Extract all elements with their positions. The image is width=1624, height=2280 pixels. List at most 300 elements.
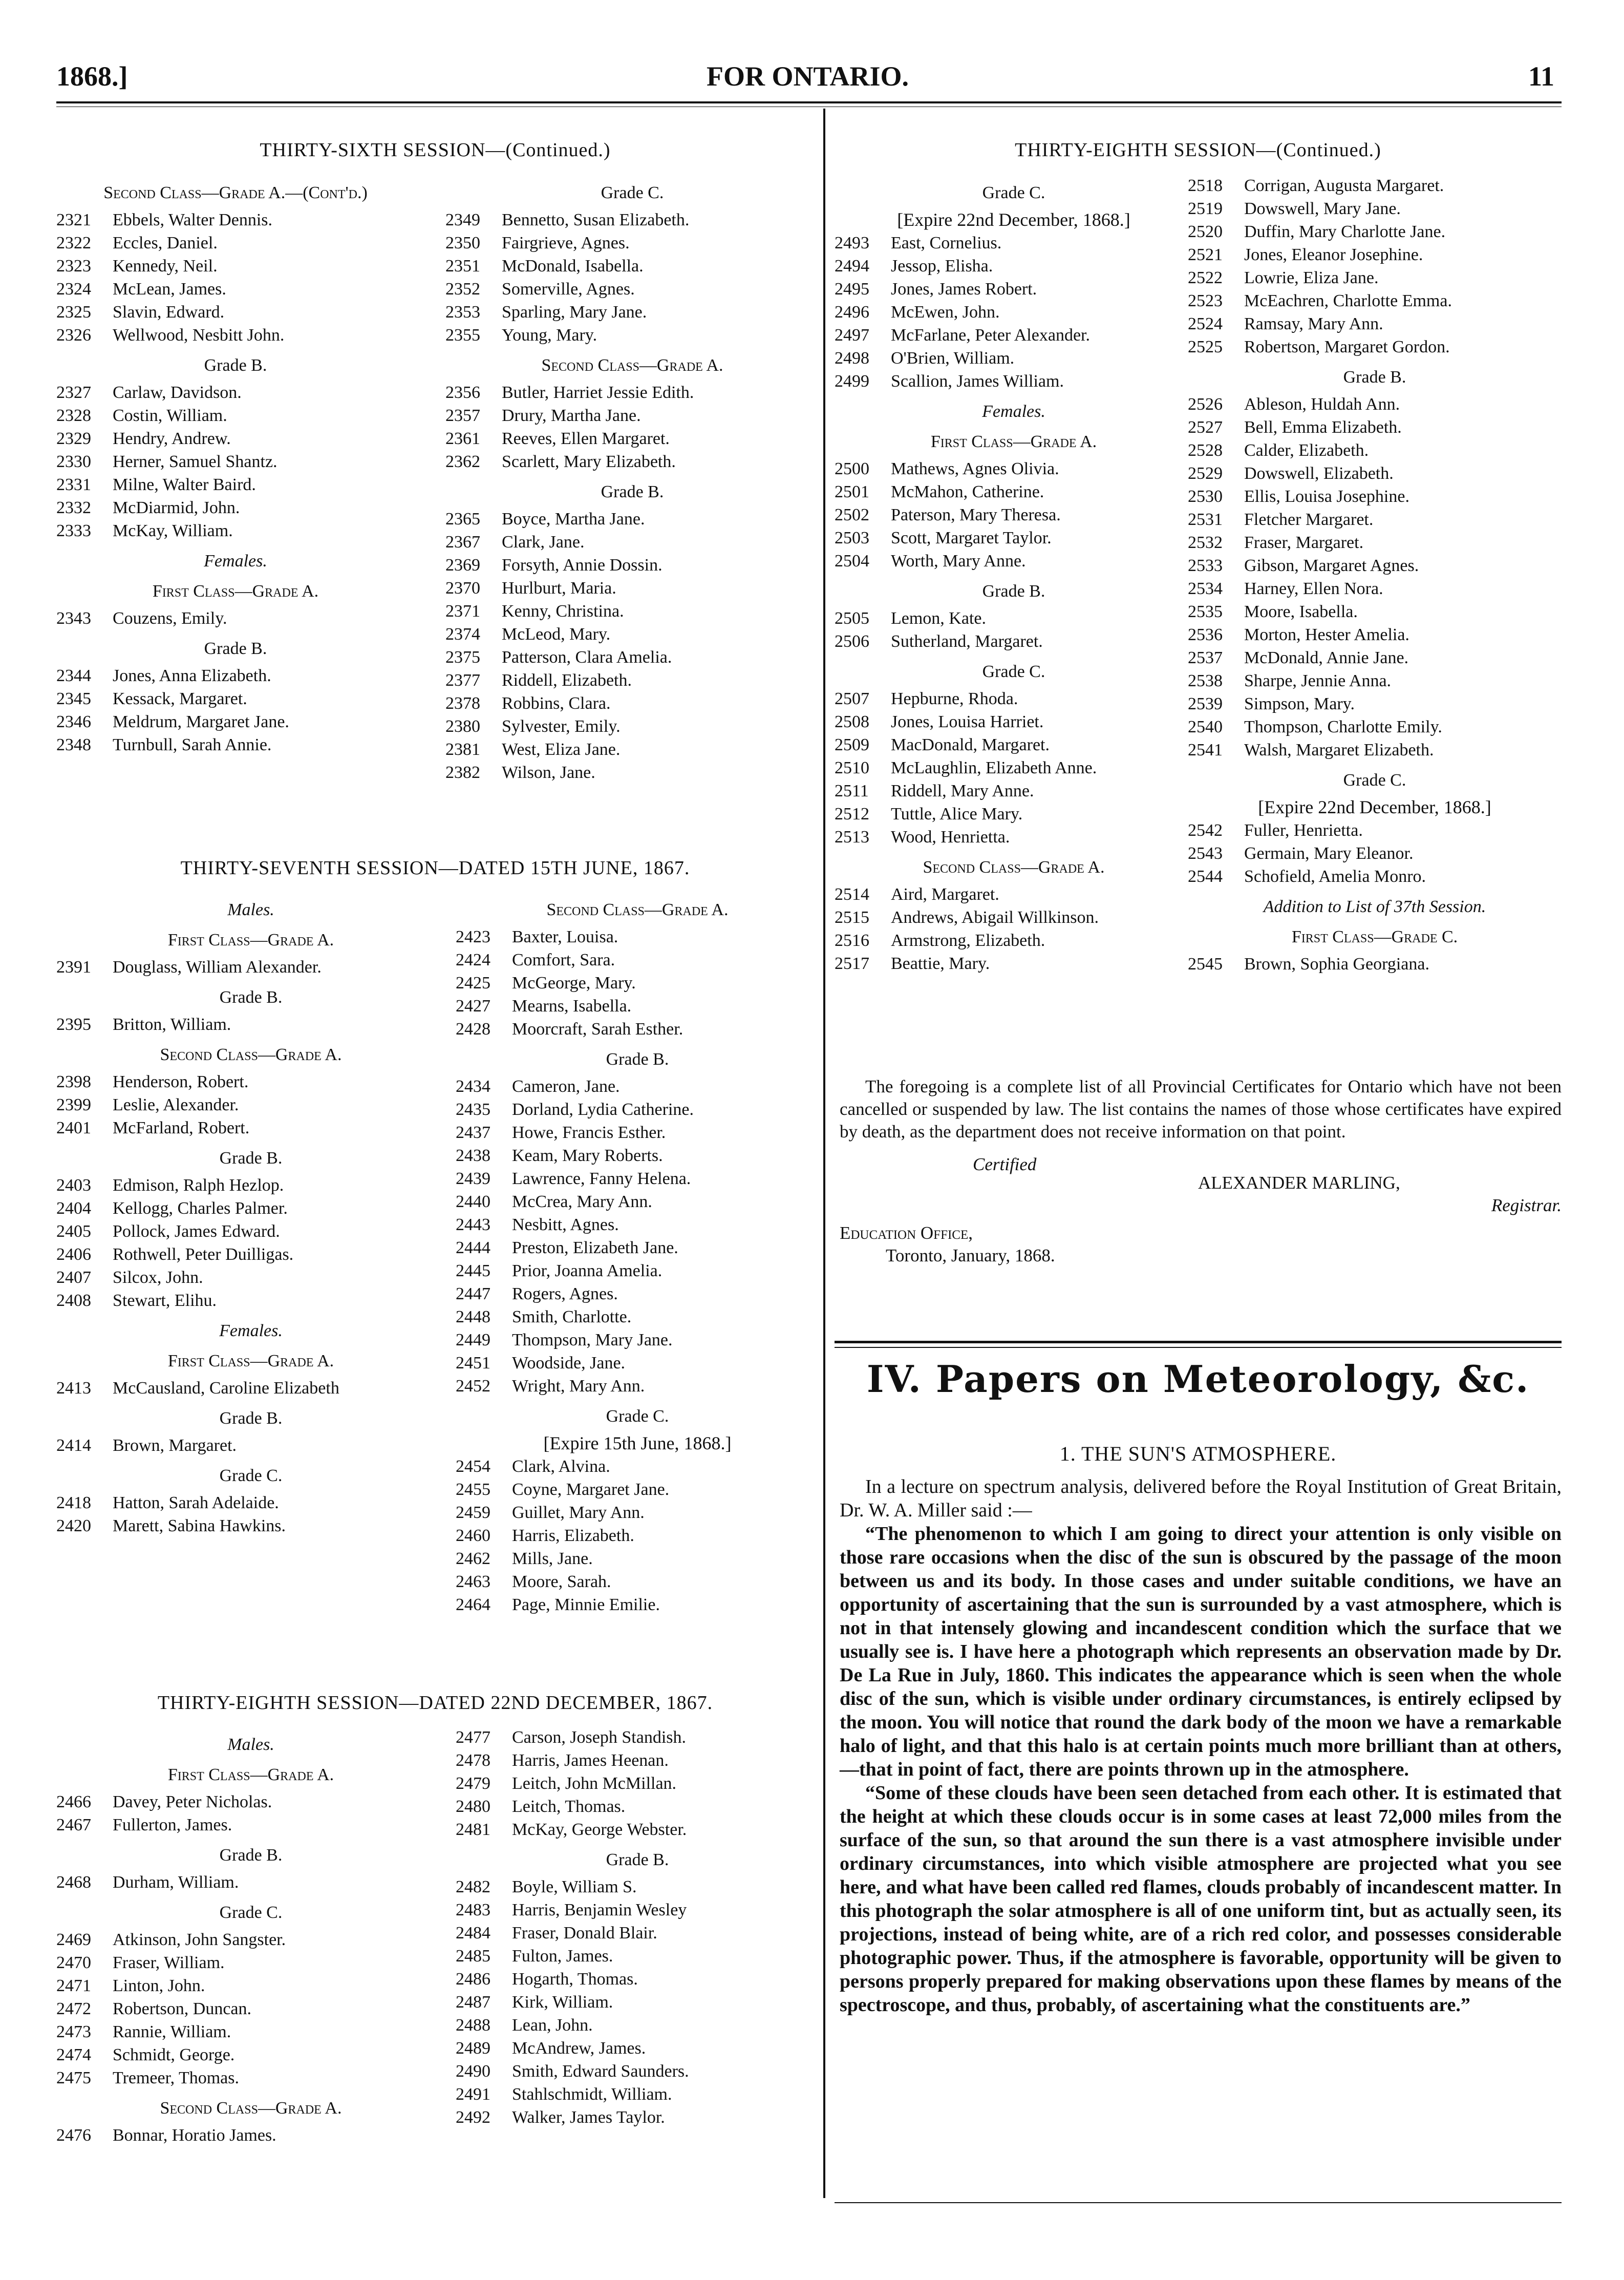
- holder-name: Davey, Peter Nicholas.: [113, 1792, 272, 1811]
- certificate-number: 2520: [1188, 222, 1223, 241]
- group-heading: Second Class—Grade A.: [923, 858, 1105, 877]
- bottom-rule: [835, 2202, 1562, 2203]
- certificate-number: 2515: [835, 908, 869, 927]
- certificate-entry: [56, 1790, 445, 1813]
- group-heading: Grade B.: [219, 1409, 283, 1428]
- certificate-number: 2525: [1188, 337, 1223, 356]
- certificate-entry: [1188, 738, 1562, 762]
- certificate-entry: [56, 1514, 445, 1537]
- certificate-number: 2424: [456, 951, 490, 969]
- holder-name: Costin, William.: [113, 406, 227, 425]
- certificate-number: 2322: [56, 234, 91, 252]
- certificate-entry: [835, 607, 1193, 630]
- holder-name: Riddell, Elizabeth.: [502, 671, 632, 690]
- section-rule: [835, 1341, 1562, 1343]
- certificate-number: 2333: [56, 521, 91, 540]
- certificate-number: 2356: [445, 383, 480, 402]
- holder-name: Germain, Mary Eleanor.: [1244, 844, 1414, 863]
- certificate-number: 2435: [456, 1100, 490, 1119]
- certificate-number: 2539: [1188, 694, 1223, 713]
- certificate-entry: [445, 231, 819, 255]
- certificate-entry: [456, 1213, 819, 1236]
- certificate-number: 2536: [1188, 625, 1223, 644]
- certificate-number: 2543: [1188, 844, 1223, 863]
- certificate-entry: [56, 1174, 445, 1197]
- holder-name: McEachren, Charlotte Emma.: [1244, 291, 1452, 310]
- certificate-entry: [56, 1491, 445, 1514]
- certificate-entry: [56, 1813, 445, 1836]
- holder-name: Page, Minnie Emilie.: [512, 1595, 660, 1614]
- certificate-number: 2474: [56, 2045, 91, 2064]
- holder-name: Harris, Benjamin Wesley: [512, 1901, 687, 1919]
- certificate-number: 2330: [56, 452, 91, 471]
- certificate-number: 2540: [1188, 717, 1223, 736]
- certificate-number: 2321: [56, 210, 91, 229]
- holder-name: Mearns, Isabella.: [512, 997, 632, 1016]
- group-heading: Grade B.: [204, 639, 267, 658]
- holder-name: Durham, William.: [113, 1873, 239, 1892]
- certificate-number: 2357: [445, 406, 480, 425]
- certificate-entry: [445, 324, 819, 347]
- certificate-entry: [456, 1478, 819, 1501]
- holder-name: Carlaw, Davidson.: [113, 383, 242, 402]
- group-heading: Grade B.: [1343, 368, 1406, 387]
- certificate-entry: [456, 1352, 819, 1375]
- group-heading: Females.: [204, 552, 267, 571]
- holder-name: McLeod, Mary.: [502, 625, 611, 644]
- certificate-number: 2371: [445, 602, 480, 621]
- certificate-number: 2370: [445, 579, 480, 598]
- certificate-entry: [456, 1547, 819, 1570]
- group-heading: Grade C.: [601, 183, 664, 202]
- holder-name: Prior, Joanna Amelia.: [512, 1261, 663, 1280]
- group-heading: Grade C.: [1343, 771, 1406, 790]
- certificate-number: 2325: [56, 303, 91, 322]
- holder-name: Fraser, Donald Blair.: [512, 1924, 657, 1943]
- holder-name: Stahlschmidt, William.: [512, 2085, 672, 2104]
- group-heading: Grade B.: [219, 1149, 283, 1168]
- certificate-entry: [456, 1190, 819, 1213]
- holder-name: Turnbull, Sarah Annie.: [113, 735, 272, 754]
- certificate-entry: [456, 2060, 819, 2083]
- certificate-number: 2420: [56, 1516, 91, 1535]
- certificate-entry: [56, 733, 415, 756]
- session-heading: THIRTY-SIXTH SESSION—(Continued.): [260, 139, 611, 161]
- holder-name: Riddell, Mary Anne.: [891, 782, 1034, 800]
- holder-name: Baxter, Louisa.: [512, 927, 618, 946]
- certificate-number: 2544: [1188, 867, 1223, 886]
- certificate-entry: [56, 1197, 445, 1220]
- certificate-entry: [445, 669, 819, 692]
- certificate-entry: [456, 1075, 819, 1098]
- holder-name: Aird, Margaret.: [891, 885, 999, 904]
- certificate-entry: [456, 1818, 819, 1841]
- holder-name: Ellis, Louisa Josephine.: [1244, 487, 1409, 506]
- certificate-number: 2324: [56, 280, 91, 299]
- certificate-entry: [456, 2106, 819, 2129]
- holder-name: Young, Mary.: [502, 326, 597, 345]
- holder-name: Robertson, Margaret Gordon.: [1244, 337, 1450, 356]
- certificate-number: 2542: [1188, 821, 1223, 840]
- certificate-number: 2497: [835, 326, 869, 345]
- certificate-entry: [1188, 554, 1562, 577]
- certificate-entry: [445, 450, 819, 473]
- holder-name: McCrea, Mary Ann.: [512, 1192, 652, 1211]
- certificate-number: 2541: [1188, 741, 1223, 759]
- holder-name: Rannie, William.: [113, 2022, 231, 2041]
- certificate-number: 2443: [456, 1215, 490, 1234]
- holder-name: Leslie, Alexander.: [113, 1095, 239, 1114]
- holder-name: Fraser, Margaret.: [1244, 533, 1364, 552]
- certificate-entry: [56, 324, 415, 347]
- certificate-number: 2506: [835, 632, 869, 651]
- certificate-entry: [456, 1144, 819, 1167]
- certificate-entry: [1188, 842, 1562, 865]
- certified-label: Certified: [973, 1154, 1037, 1174]
- certificate-entry: [445, 255, 819, 278]
- certificate-number: 2514: [835, 885, 869, 904]
- certificate-entry: [56, 2066, 445, 2089]
- certificate-number: 2327: [56, 383, 91, 402]
- certificate-number: 2377: [445, 671, 480, 690]
- list-column: [56, 1726, 445, 2147]
- holder-name: Drury, Martha Jane.: [502, 406, 641, 425]
- certificate-entry: [445, 738, 819, 761]
- certificate-entry: [835, 550, 1193, 573]
- certificate-entry: [1188, 416, 1562, 439]
- certificate-entry: [456, 1018, 819, 1041]
- certificate-number: 2516: [835, 931, 869, 950]
- certificate-number: 2502: [835, 505, 869, 524]
- holder-name: Patterson, Clara Amelia.: [502, 648, 672, 667]
- certificate-entry: [456, 1098, 819, 1121]
- holder-name: Moore, Isabella.: [1244, 602, 1358, 621]
- holder-name: MacDonald, Margaret.: [891, 735, 1050, 754]
- certificate-number: 2512: [835, 805, 869, 824]
- holder-name: Kellogg, Charles Palmer.: [113, 1199, 288, 1218]
- certificate-number: 2428: [456, 1020, 490, 1039]
- holder-name: Nesbitt, Agnes.: [512, 1215, 619, 1234]
- certificate-number: 2478: [456, 1751, 490, 1770]
- certificate-entry: [456, 1501, 819, 1524]
- closing-note: The foregoing is a complete list of all Provincial Certificates for Ontario which have not been cancelled or suspended by law. The list contains the names of those whose certificates have expired by death, as the department does not receive information on that point.: [840, 1076, 1562, 1142]
- holder-name: Wilson, Jane.: [502, 763, 595, 782]
- certificate-number: 2348: [56, 735, 91, 754]
- certificate-entry: [56, 381, 415, 404]
- certificate-entry: [56, 1220, 445, 1243]
- certificate-entry: [835, 503, 1193, 526]
- certificate-number: 2504: [835, 552, 869, 571]
- certificate-entry: [456, 1121, 819, 1144]
- holder-name: Comfort, Sara.: [512, 951, 615, 969]
- certificate-number: 2449: [456, 1331, 490, 1349]
- certificate-number: 2351: [445, 257, 480, 276]
- holder-name: Jones, Eleanor Josephine.: [1244, 245, 1423, 264]
- certificate-entry: [1188, 312, 1562, 335]
- holder-name: Reeves, Ellen Margaret.: [502, 429, 670, 448]
- certificate-number: 2406: [56, 1245, 91, 1264]
- certificate-entry: [56, 1997, 445, 2020]
- certificate-entry: [56, 255, 415, 278]
- list-column: [56, 174, 415, 756]
- certificate-entry: [835, 324, 1193, 347]
- certificate-entry: [456, 1922, 819, 1945]
- certificate-number: 2501: [835, 482, 869, 501]
- holder-name: Clark, Alvina.: [512, 1457, 610, 1476]
- certificate-number: 2440: [456, 1192, 490, 1211]
- holder-name: Ramsay, Mary Ann.: [1244, 314, 1383, 333]
- certificate-number: 2483: [456, 1901, 490, 1919]
- certificate-number: 2401: [56, 1118, 91, 1137]
- certificate-entry: [456, 1772, 819, 1795]
- certificate-number: 2418: [56, 1493, 91, 1512]
- certificate-entry: [456, 1455, 819, 1478]
- holder-name: Pollock, James Edward.: [113, 1222, 280, 1241]
- certificate-entry: [835, 255, 1193, 278]
- certificate-entry: [56, 301, 415, 324]
- certificate-number: 2492: [456, 2108, 490, 2127]
- holder-name: Dowswell, Elizabeth.: [1244, 464, 1394, 483]
- certificate-entry: [456, 1898, 819, 1922]
- holder-name: Jessop, Elisha.: [891, 257, 993, 276]
- holder-name: Henderson, Robert.: [113, 1072, 249, 1091]
- certificate-number: 2329: [56, 429, 91, 448]
- certificate-number: 2427: [456, 997, 490, 1016]
- certificate-entry: [56, 956, 445, 979]
- certificate-number: 2353: [445, 303, 480, 322]
- certificate-entry: [456, 995, 819, 1018]
- certificate-number: 2451: [456, 1354, 490, 1373]
- group-heading: Grade B.: [606, 1050, 669, 1069]
- certificate-number: 2535: [1188, 602, 1223, 621]
- holder-name: McEwen, John.: [891, 303, 1000, 322]
- certificate-number: 2468: [56, 1873, 91, 1892]
- holder-name: Stewart, Elihu.: [113, 1291, 217, 1310]
- certificate-entry: [56, 1266, 445, 1289]
- certificate-number: 2477: [456, 1728, 490, 1747]
- certificate-entry: [456, 1305, 819, 1328]
- certificate-entry: [456, 925, 819, 948]
- certificate-number: 2399: [56, 1095, 91, 1114]
- certificate-number: 2523: [1188, 291, 1223, 310]
- certificate-number: 2529: [1188, 464, 1223, 483]
- holder-name: Smith, Charlotte.: [512, 1307, 632, 1326]
- group-heading: First Class—Grade A.: [167, 931, 334, 949]
- holder-name: Duffin, Mary Charlotte Jane.: [1244, 222, 1446, 241]
- expiry-note: [Expire 22nd December, 1868.]: [897, 209, 1130, 230]
- certificate-entry: [56, 1928, 445, 1951]
- certificate-entry: [56, 1093, 445, 1116]
- certificate-entry: [1188, 865, 1562, 888]
- certificate-entry: [56, 1116, 445, 1139]
- certificate-number: 2467: [56, 1815, 91, 1834]
- holder-name: Brown, Sophia Georgiana.: [1244, 955, 1429, 974]
- article-title: 1. THE SUN'S ATMOSPHERE.: [1059, 1442, 1337, 1465]
- certificate-number: 2404: [56, 1199, 91, 1218]
- certificate-number: 2332: [56, 498, 91, 517]
- holder-name: Hogarth, Thomas.: [512, 1970, 638, 1989]
- expiry-note: [Expire 15th June, 1868.]: [543, 1433, 732, 1453]
- holder-name: Sparling, Mary Jane.: [502, 303, 647, 322]
- holder-name: Thompson, Mary Jane.: [512, 1331, 673, 1349]
- certificate-number: 2345: [56, 689, 91, 708]
- holder-name: Morton, Hester Amelia.: [1244, 625, 1409, 644]
- certificate-entry: [445, 761, 819, 784]
- holder-name: Moorcraft, Sarah Esther.: [512, 1020, 683, 1039]
- certificate-number: 2527: [1188, 418, 1223, 437]
- group-heading: Grade B.: [219, 1846, 283, 1865]
- certificate-number: 2481: [456, 1820, 490, 1839]
- certificate-entry: [456, 1991, 819, 2014]
- certificate-entry: [1188, 393, 1562, 416]
- certificate-entry: [835, 906, 1193, 929]
- holder-name: Fullerton, James.: [113, 1815, 232, 1834]
- certificate-number: 2517: [835, 954, 869, 973]
- holder-name: O'Brien, William.: [891, 349, 1015, 368]
- certificate-number: 2343: [56, 609, 91, 628]
- certificate-number: 2509: [835, 735, 869, 754]
- holder-name: Robbins, Clara.: [502, 694, 611, 713]
- certificate-number: 2448: [456, 1307, 490, 1326]
- holder-name: Coyne, Margaret Jane.: [512, 1480, 670, 1499]
- certificate-entry: [835, 457, 1193, 480]
- list-column: [456, 891, 819, 1616]
- group-heading: Second Class—Grade A.: [160, 1045, 342, 1064]
- certificate-entry: [1188, 692, 1562, 715]
- certificate-entry: [56, 710, 415, 733]
- certificate-number: 2491: [456, 2085, 490, 2104]
- holder-name: Couzens, Emily.: [113, 609, 227, 628]
- certificate-entry: [835, 630, 1193, 653]
- certificate-entry: [56, 2043, 445, 2066]
- certificate-entry: [445, 381, 819, 404]
- holder-name: Armstrong, Elizabeth.: [891, 931, 1045, 950]
- certificate-number: 2344: [56, 666, 91, 685]
- certificate-entry: [445, 623, 819, 646]
- article-body: [840, 1475, 1562, 2017]
- certificate-entry: [1188, 508, 1562, 531]
- group-heading: Grade C.: [606, 1407, 669, 1426]
- group-heading: Second Class—Grade A.—(Cont'd.): [103, 183, 368, 202]
- group-heading: First Class—Grade A.: [930, 432, 1097, 451]
- holder-name: Robertson, Duncan.: [113, 1999, 252, 2018]
- holder-name: Paterson, Mary Theresa.: [891, 505, 1061, 524]
- certificate-entry: [456, 1749, 819, 1772]
- holder-name: McDonald, Isabella.: [502, 257, 644, 276]
- certificate-number: 2466: [56, 1792, 91, 1811]
- session-heading: THIRTY-EIGHTH SESSION—DATED 22ND DECEMBER, 1867.: [157, 1692, 713, 1714]
- office-date: Toronto, January, 1868.: [886, 1245, 1055, 1265]
- holder-name: Slavin, Edward.: [113, 303, 225, 322]
- holder-name: Edmison, Ralph Hezlop.: [113, 1176, 284, 1195]
- certificate-number: 2378: [445, 694, 480, 713]
- certificate-entry: [835, 526, 1193, 550]
- certificate-number: 2545: [1188, 955, 1223, 974]
- group-heading: First Class—Grade C.: [1291, 927, 1458, 946]
- session-heading: THIRTY-SEVENTH SESSION—DATED 15TH JUNE, 1867.: [180, 857, 690, 879]
- certificate-number: 2425: [456, 974, 490, 993]
- group-heading: Second Class—Grade A.: [546, 900, 729, 919]
- holder-name: Sutherland, Margaret.: [891, 632, 1043, 651]
- group-heading: Addition to List of 37th Session.: [1263, 897, 1486, 916]
- group-heading: Grade B.: [606, 1850, 669, 1869]
- holder-name: Bell, Emma Elizabeth.: [1244, 418, 1402, 437]
- certificate-number: 2381: [445, 740, 480, 759]
- list-column: [456, 1726, 819, 2129]
- certificate-number: 2352: [445, 280, 480, 299]
- certificate-number: 2463: [456, 1572, 490, 1591]
- certificate-entry: [1188, 220, 1562, 243]
- holder-name: Jones, James Robert.: [891, 280, 1037, 299]
- holder-name: Guillet, Mary Ann.: [512, 1503, 645, 1522]
- holder-name: Sylvester, Emily.: [502, 717, 621, 736]
- certificate-entry: [456, 1167, 819, 1190]
- certificate-entry: [445, 301, 819, 324]
- holder-name: Brown, Margaret.: [113, 1436, 237, 1455]
- certificate-entry: [56, 427, 415, 450]
- certificate-entry: [56, 2020, 445, 2043]
- certificate-entry: [56, 1243, 445, 1266]
- list-column: [1188, 174, 1562, 976]
- certificate-number: 2513: [835, 828, 869, 847]
- certificate-number: 2452: [456, 1377, 490, 1396]
- holder-name: Harney, Ellen Nora.: [1244, 579, 1383, 598]
- certificate-entry: [56, 450, 415, 473]
- certificate-number: 2538: [1188, 671, 1223, 690]
- certificate-entry: [56, 1951, 445, 1974]
- holder-name: Mathews, Agnes Olivia.: [891, 459, 1059, 478]
- certificate-entry: [445, 508, 819, 531]
- holder-name: Walsh, Margaret Elizabeth.: [1244, 741, 1434, 759]
- certificate-number: 2489: [456, 2039, 490, 2058]
- certificate-number: 2326: [56, 326, 91, 345]
- certificate-number: 2374: [445, 625, 480, 644]
- holder-name: McLaughlin, Elizabeth Anne.: [891, 758, 1097, 777]
- certificate-number: 2487: [456, 1993, 490, 2012]
- holder-name: Ebbels, Walter Dennis.: [113, 210, 273, 229]
- certificate-entry: [835, 929, 1193, 952]
- holder-name: Kenny, Christina.: [502, 602, 624, 621]
- certificate-entry: [56, 278, 415, 301]
- certificate-entry: [1188, 174, 1562, 197]
- certificate-number: 2530: [1188, 487, 1223, 506]
- certificate-entry: [445, 577, 819, 600]
- holder-name: Leitch, John McMillan.: [512, 1774, 677, 1793]
- certificate-entry: [445, 278, 819, 301]
- certificate-number: 2473: [56, 2022, 91, 2041]
- certificate-entry: [456, 1524, 819, 1547]
- certificate-number: 2365: [445, 510, 480, 529]
- holder-name: Fairgrieve, Agnes.: [502, 234, 630, 252]
- signer-title: Registrar.: [1491, 1195, 1562, 1215]
- certificate-number: 2505: [835, 609, 869, 628]
- certificate-entry: [445, 646, 819, 669]
- certificate-number: 2494: [835, 257, 869, 276]
- holder-name: Britton, William.: [113, 1015, 231, 1034]
- certificate-number: 2508: [835, 712, 869, 731]
- holder-name: Gibson, Margaret Agnes.: [1244, 556, 1419, 575]
- closing-block: [840, 1075, 1562, 1267]
- holder-name: Scallion, James William.: [891, 372, 1064, 391]
- certificate-entry: [56, 2124, 445, 2147]
- holder-name: Rothwell, Peter Duilligas.: [113, 1245, 294, 1264]
- holder-name: McDiarmid, John.: [113, 498, 240, 517]
- holder-name: Moore, Sarah.: [512, 1572, 611, 1591]
- group-heading: Second Class—Grade A.: [160, 2099, 342, 2118]
- holder-name: Rogers, Agnes.: [512, 1284, 618, 1303]
- group-heading: Grade B.: [219, 988, 283, 1007]
- certificate-entry: [1188, 715, 1562, 738]
